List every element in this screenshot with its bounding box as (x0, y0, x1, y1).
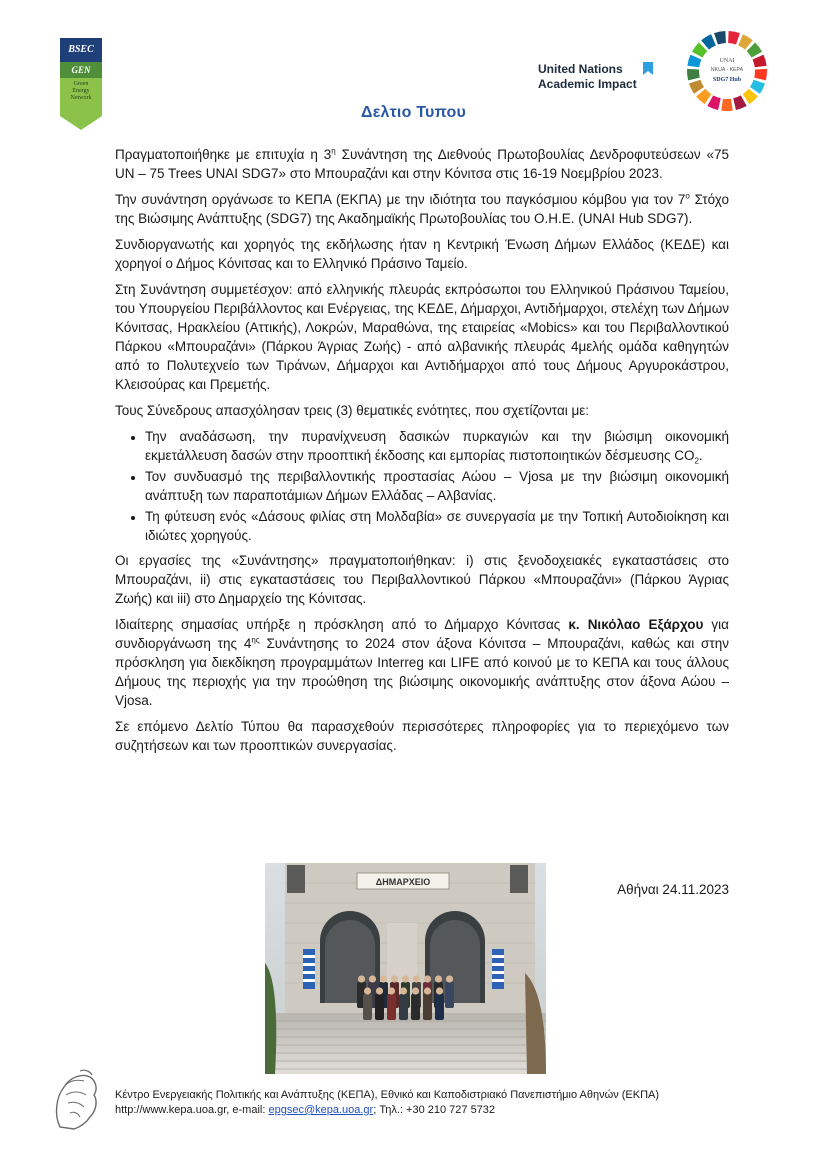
p1-text-b: Συνάντηση της Διεθνούς Πρωτοβουλίας Δενδροφυτεύσεων «75 UN – 75 Trees UNAI SDG7» στο Μπουραζάνι και στην Κόνιτσα στις 16-19 Νοεμβρίου 2023. (115, 147, 729, 181)
sdg-logo-line1: UNAI (719, 58, 735, 64)
topic-item-2: • Τον συνδυασμό της περιβαλλοντικής προστασίας Αώου – Vjosa με την βιώσιμη οικονομική ανάπτυξη των παραποτάμιων Δήμων Ελλάδας – Αλβανίας. (145, 467, 729, 505)
person-body (435, 994, 444, 1020)
bsec-logo-green: Green (73, 81, 89, 87)
person-body (445, 982, 454, 1008)
footer-phone: ; Τηλ.: +30 210 727 5732 (373, 1104, 496, 1116)
bsec-logo-gen: GEN (60, 62, 102, 78)
person-head (358, 975, 365, 982)
person-head (424, 987, 431, 994)
person-body (411, 994, 420, 1020)
sdg-wheel-segment (754, 69, 767, 80)
person-body (387, 994, 396, 1020)
sdg-wheel-segment (750, 80, 765, 94)
paragraph-1 (115, 145, 729, 183)
person-head (400, 987, 407, 994)
footer-website: http://www.kepa.uoa.gr, e-mail: (115, 1104, 269, 1116)
p2-text-a: Την συνάντηση οργάνωσε το ΚΕΠΑ (ΕΚΠΑ) με την ιδιότητα του παγκόσμιου κόμβου για τον 7 (115, 192, 686, 207)
person-head (413, 975, 420, 982)
person-body (399, 994, 408, 1020)
group-of-people (357, 975, 454, 1020)
sdg-wheel-segment (687, 69, 700, 80)
bsec-logo-top: BSEC (60, 38, 102, 62)
person-head (380, 975, 387, 982)
sdg-wheel-segment (689, 80, 704, 94)
person-body (363, 994, 372, 1020)
paragraph-6: Οι εργασίες της «Συνάντησης» πραγματοποιήθηκαν: i) στις ξενοδοχειακές εγκαταστάσεις στο Μπουραζάνι, ii) στις εγκαταστάσεις του Περιβαλλοντικού Πάρκου «Μπουραζάνι» (Πάρκου Άγριας Ζωής) και iii) στο Δημαρχείο της Κόνιτσας. (115, 553, 729, 606)
sdg-wheel-segment (753, 55, 767, 68)
footer-email-link[interactable]: epgsec@kepa.uoa.gr (268, 1104, 374, 1116)
topics-list (115, 427, 729, 545)
paragraph-4: Στη Συνάντηση συμμετέσχον: από ελληνικής πλευράς εκπρόσωποι του Ελληνικού Πράσινου Ταμείου, του Υπουργείου Περιβάλλοντος και Ενέργειας, της ΚΕΔΕ, Δήμαρχοι, Αντιδήμαρχοι, στελέχη των Δήμων Κόνιτσας, Ηρακλείου (Αττικής), Λοκρών, Μαραθώνα, της εταιρείας «Mobics» και του Περιβαλλοντικού Πάρκου «Μπουραζάνι» (Πάρκου Άγριας Ζωής) - από αλβανικής πλευράς 4μελής ομάδα καθηγητών από το Πολυτεχνείο των Τιράνων, Δήμαρχοι και Αντιδήμαρχοι από τους Δήμους Αργυροκάστρου, Κλεισούρας και Πρεμετής. (115, 282, 729, 392)
person-head (364, 987, 371, 994)
paragraph-3: Συνδιοργανωτής και χορηγός της εκδήλωσης ήταν η Κεντρική Ένωση Δήμων Ελλάδος (ΚΕΔΕ) και χορηγοί ο Δήμος Κόνιτσας και το Ελληνικό Πράσινο Ταμείο. (115, 237, 729, 271)
person-head (436, 987, 443, 994)
topic-item-3: • Τη φύτευση ενός «Δάσους φιλίας στη Μολδαβία» σε συνεργασία με την Τοπική Αυτοδιοίκηση και ιδιώτες χορηγούς. (145, 507, 729, 545)
paragraph-5: Τους Σύνεδρους απασχόλησαν τρεις (3) θεματικές ενότητες, που σχετίζονται με: (115, 403, 590, 418)
paragraph-7 (115, 615, 729, 710)
paragraph-8: Σε επόμενο Δελτίο Τύπου θα παρασχεθούν περισσότερες πληροφορίες για το περιεχόμενο των συζητήσεων και των προοπτικών συνεργασίας. (115, 719, 729, 753)
press-release-date: Αθήναι 24.11.2023 (617, 882, 729, 897)
p7-sup: ης (251, 635, 260, 645)
footer-contact (115, 1103, 755, 1118)
sdg-logo-line3: SDG7 Hub (712, 77, 742, 83)
footer-institution: Κέντρο Ενεργειακής Πολιτικής και Ανάπτυξης (ΚΕΠΑ), Εθνικό και Καποδιστριακό Πανεπιστήμιο Αθηνών (ΕΚΠΑ) (115, 1089, 660, 1101)
press-release-body (115, 145, 729, 762)
topic-1-text: Την αναδάσωση, την πυρανίχνευση δασικών πυρκαγιών και την βιώσιμη οικονομική εκμετάλλευση δασών στην προοπτική έκδοσης και εμπορίας πιστοποιητικών δέσμευσης CO (145, 429, 729, 463)
bsec-logo-network-word: Network (70, 95, 92, 101)
town-hall-sign-text: ΔΗΜΑΡΧΕΙΟ (375, 877, 431, 887)
p1-text-a: Πραγματοποιήθηκε με επιτυχία η 3 (115, 147, 332, 162)
p2-sup: ο (685, 191, 690, 201)
person-head (424, 975, 431, 982)
person-body (423, 994, 432, 1020)
un-academic-impact-logo (538, 62, 660, 98)
sdg-wheel-segment (728, 31, 740, 44)
person-head (391, 975, 398, 982)
person-head (402, 975, 409, 982)
unai-logo-line2: Academic Impact (538, 77, 637, 91)
p7-text-b: για συνδιοργάνωση της 4 (115, 617, 729, 651)
unai-logo-line1: United Nations (538, 62, 623, 76)
person-head (376, 987, 383, 994)
bsec-logo-energy: Energy (72, 88, 90, 94)
person-head (388, 987, 395, 994)
person-head (446, 975, 453, 982)
person-head (435, 975, 442, 982)
p7-text-c: Συνάντησης το 2024 στον άξονα Κόνιτσα – Μπουραζάνι, καθώς και στην πρόσκληση για διεκδίκηση προγραμμάτων Interreg και LIFE από κοινού με το ΚΕΠΑ και τους άλλους Δήμους της περιοχής για την προώθηση της βιώσιμης οικονομικής ανάπτυξης στον άξονα Αώου – Vjosa. (115, 636, 729, 708)
athena-head-logo (50, 1067, 102, 1131)
topic-1-end: . (698, 448, 703, 463)
person-body (375, 994, 384, 1020)
sdg-wheel-segment (714, 31, 726, 44)
p7-text-a: Ιδιαίτερης σημασίας υπήρξε η πρόσκληση από το Δήμαρχο Κόνιτσας (115, 617, 569, 632)
page-title: Δελτιο Τυπου (361, 104, 466, 121)
person-head (369, 975, 376, 982)
sdg-logo-line2: NKUA - KEPA (710, 67, 744, 73)
unai-flag-icon (642, 62, 654, 75)
town-hall-group-photo (265, 863, 546, 1074)
sdg7-hub-wheel-logo (686, 30, 768, 112)
paragraph-2 (115, 190, 729, 228)
topic-item-1 (145, 427, 729, 465)
footer (115, 1088, 755, 1118)
topic-1-sub: 2 (694, 456, 699, 466)
sdg-wheel-segment (687, 55, 701, 68)
p7-mayor-name: κ. Νικόλαο Εξάρχου (568, 617, 704, 632)
person-head (412, 987, 419, 994)
p2-text-b: Στόχο της Βιώσιμης Ανάπτυξης (SDG7) της Ακαδημαϊκής Πρωτοβουλίας του Ο.Η.Ε. (UNAI Hub SDG7). (115, 192, 729, 226)
p1-sup: η (331, 146, 336, 156)
